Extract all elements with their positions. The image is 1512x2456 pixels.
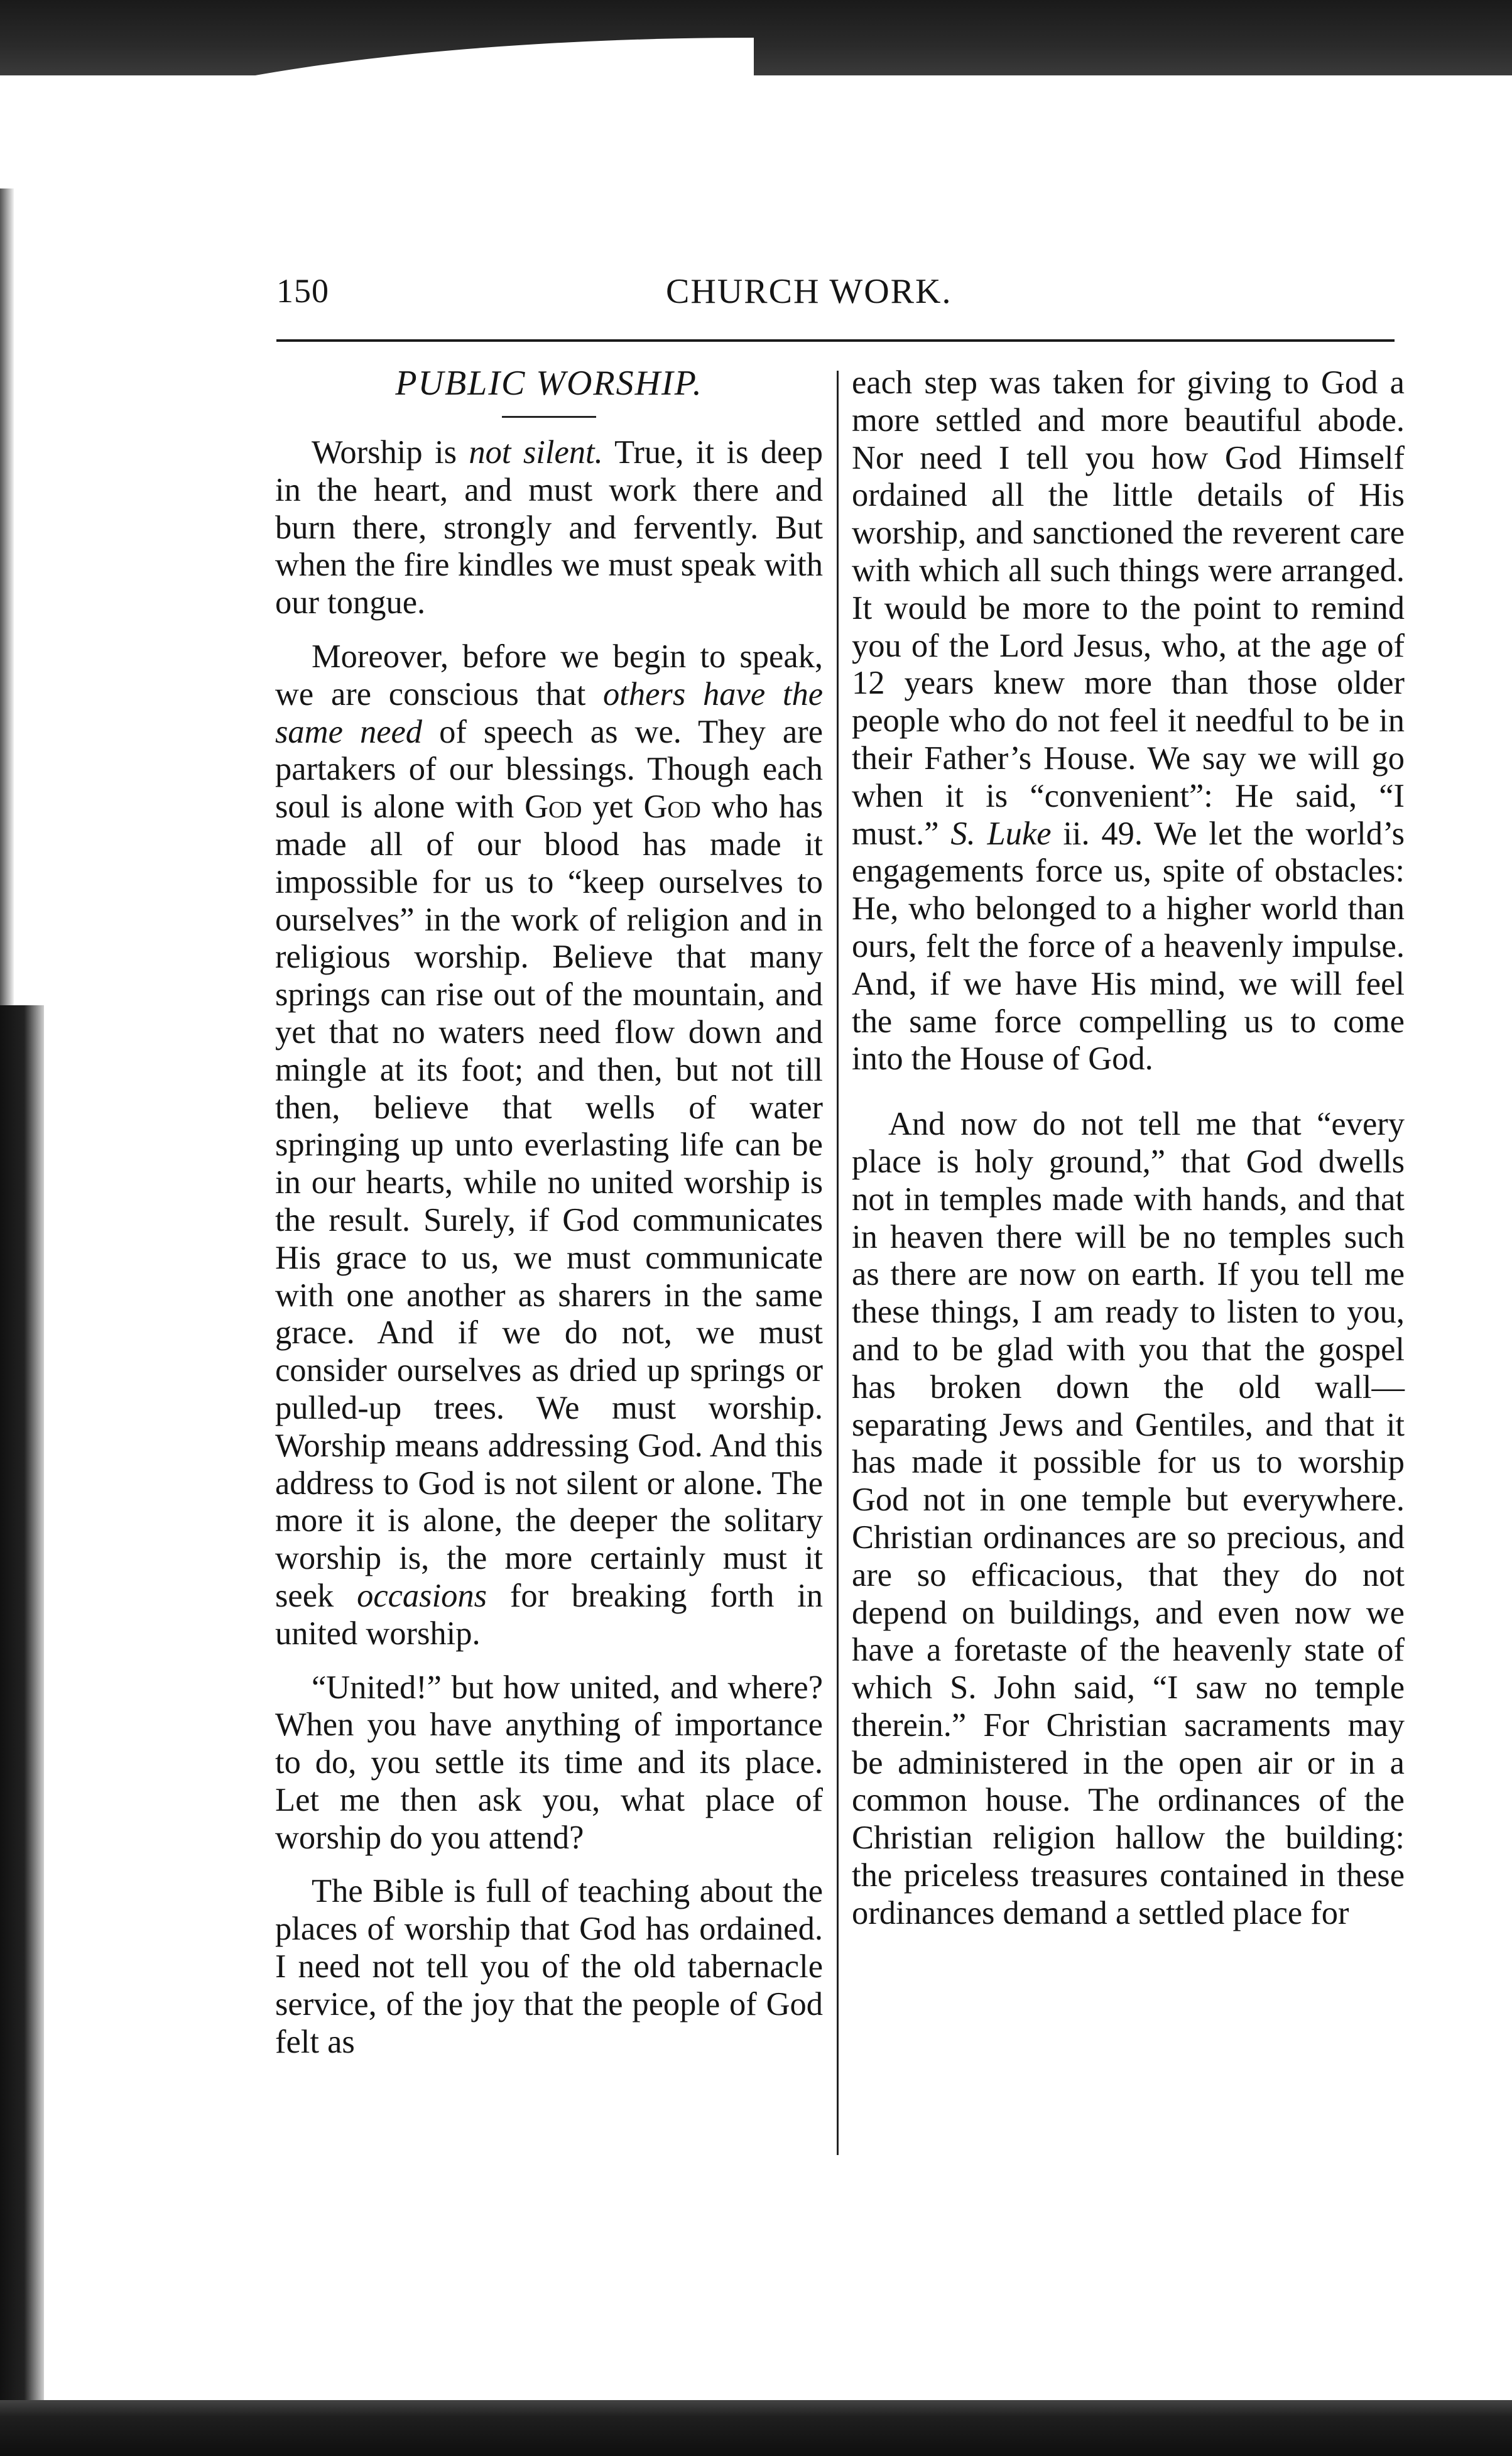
smallcaps-run: God — [643, 789, 701, 826]
column-divider — [837, 371, 839, 2155]
left-column — [275, 364, 823, 2061]
text-run: of speech as we. They are partakers of our blessings. Though each soul is alone with — [275, 713, 823, 826]
paragraph: And now do not tell me that “every place is holy ground,” that God dwells not in temples made with hands, and that in heaven there will be no temples such as there are now on earth. If you tell me these things, I am ready to listen to you, and to be glad with you that the gospel has broken down the old wall—separating Jews and Gentiles, and that it has made it possible for us to worship God not in one temple but everywhere. Christian ordinances are so precious, and are so efficacious, that they do not depend on buildings, and even now we have a foretaste of the heavenly state of which S. John said, “I saw no temple therein.” For Christian sacraments may be administered in the open air or in a common house. The ordinances of the Christian religion hallow the building: the priceless treasures contained in these ordinances demand a settled place for — [852, 1106, 1405, 1931]
page-number: 150 — [276, 272, 329, 310]
text-run: True, it is deep in the heart, and must work there and burn there, strongly and fervently. But when the fire kindles we must speak with our tongue. — [275, 434, 823, 621]
italic-run: others have the same need — [275, 675, 823, 750]
paragraph-gap — [275, 1653, 823, 1669]
paragraph — [275, 638, 823, 1653]
italic-run: not silent. — [469, 434, 603, 471]
running-title: CHURCH WORK. — [666, 272, 952, 311]
scan-edge-left — [0, 1005, 44, 2456]
text-run: ii. 49. We let the world’s engagements force us, spite of obstacles: He, who belonged to a higher world than ours, felt the force of a heavenly impulse. And, if we have His mind, we will feel the same force compelling us to come into the House of God. — [852, 815, 1405, 1078]
right-column — [852, 364, 1405, 1933]
title-rule — [502, 416, 596, 418]
text-run: each step was taken for giving to God a more settled and more beautiful abode. Nor need I tell you how God Himself ordained all the little details of His worship, and sanctioned the reverent care with which all such things were arranged. It would be more to the point to remind you of the Lord Jesus, who, at the age of 12 years knew more than those older people who do not feel it needful to be in their Father’s House. We say we will go when it is “convenient”: He said, “I must.” — [852, 364, 1405, 852]
scan-edge-left-upper — [0, 188, 14, 1005]
paragraph: “United!” but how united, and where? When you have anything of importance to do, you settle its time and its place. Let me then ask you, what place of worship do you attend? — [275, 1669, 823, 1856]
paragraph-gap — [852, 1078, 1405, 1106]
scan-edge-bottom — [0, 2400, 1512, 2456]
smallcaps-run: God — [525, 789, 582, 826]
paragraph — [852, 364, 1405, 1078]
running-head — [276, 271, 1401, 322]
italic-run: S. Luke — [950, 815, 1052, 852]
italic-run: occasions — [357, 1577, 487, 1614]
text-run: Moreover, before we begin to speak, we are conscious that — [275, 638, 823, 712]
article-title: PUBLIC WORSHIP. — [395, 364, 703, 403]
paragraph-gap — [275, 622, 823, 638]
header-rule — [276, 339, 1395, 342]
text-run: for breaking forth in united worship. — [275, 1577, 823, 1652]
text-run: yet — [582, 789, 644, 826]
scan-edge-top — [0, 0, 1512, 75]
paragraph: The Bible is full of teaching about the places of worship that God has ordained. I need not tell you of the old tabernacle service, of the joy that the people of God felt as — [275, 1873, 823, 2060]
text-run: Worship is — [312, 434, 469, 471]
paragraph-gap — [275, 1857, 823, 1873]
paragraph — [275, 434, 823, 622]
text-run: who has made all of our blood has made it impossible for us to “keep ourselves to ourselves” in the work of religion and in religious worship. Believe that many springs can rise out of the mountain, and yet that no waters need flow down and mingle at its foot; and then, but not till then, believe that wells of water springing up unto everlasting life can be in our hearts, while no united worship is the result. Surely, if God communicates His grace to us, we must communicate with one another as sharers in the same grace. And if we do not, we must consider ourselves as dried up springs or pulled-up trees. We must worship. Worship means addressing God. And this address to God is not silent or alone. The more it is alone, the deeper the solitary worship is, the more certainly must it seek — [275, 789, 824, 1614]
